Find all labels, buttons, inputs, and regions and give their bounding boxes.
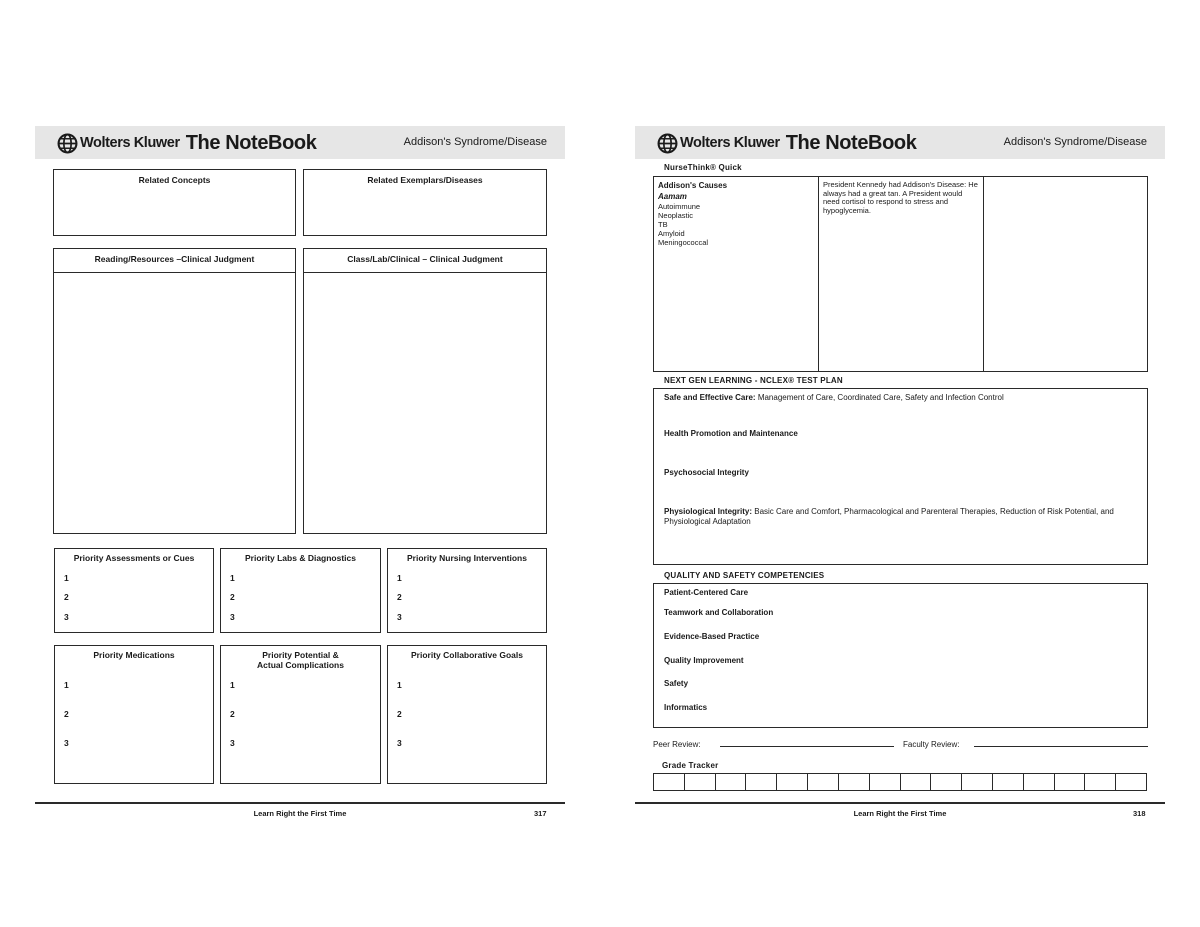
item-number: 3: [397, 738, 402, 748]
related-concepts-box[interactable]: [53, 169, 296, 236]
grade-cell[interactable]: [993, 774, 1024, 790]
grade-cell[interactable]: [746, 774, 777, 790]
grade-cell[interactable]: [685, 774, 716, 790]
box-title: Related Concepts: [138, 175, 211, 185]
item-number: 3: [64, 612, 69, 622]
faculty-review-line[interactable]: [974, 746, 1148, 747]
topic-title: Addison's Syndrome/Disease: [403, 136, 547, 148]
causes-title: Addison's Causes: [658, 181, 728, 190]
ngn-phys-bold: Physiological Integrity:: [664, 507, 753, 516]
grade-cell[interactable]: [901, 774, 932, 790]
ngn-physiological: [664, 507, 1124, 527]
ngn-safe-rest: Management of Care, Coordinated Care, Safety and Infection Control: [755, 393, 1004, 402]
grade-cell[interactable]: [808, 774, 839, 790]
nursethink-label: NurseThink® Quick: [664, 163, 742, 172]
reading-resources-box[interactable]: [53, 248, 296, 534]
item-number: 2: [64, 592, 69, 602]
item-number: 1: [397, 573, 402, 583]
box-divider: [54, 272, 295, 273]
cause-item: Amyloid: [658, 229, 685, 238]
column-divider: [983, 177, 984, 371]
cause-item: TB: [658, 220, 668, 229]
globe-icon: [57, 133, 78, 154]
grade-cell[interactable]: [870, 774, 901, 790]
box-title: Class/Lab/Clinical – Clinical Judgment: [347, 254, 503, 264]
item-number: 2: [397, 709, 402, 719]
priority-assessments-box[interactable]: [54, 548, 214, 633]
qsc-label: QUALITY AND SAFETY COMPETENCIES: [664, 571, 825, 580]
qsc-item: Patient-Centered Care: [664, 588, 749, 597]
priority-complications-box[interactable]: [220, 645, 381, 784]
priority-goals-box[interactable]: [387, 645, 547, 784]
box-title: Priority Labs & Diagnostics: [245, 553, 356, 563]
item-number: 2: [64, 709, 69, 719]
ngn-safe-bold: Safe and Effective Care:: [664, 393, 756, 402]
ngn-label: NEXT GEN LEARNING - NCLEX® TEST PLAN: [664, 376, 843, 385]
product-name: The NoteBook: [185, 131, 317, 154]
grade-tracker-label: Grade Tracker: [662, 761, 719, 770]
grade-cell[interactable]: [716, 774, 747, 790]
ngn-health: Health Promotion and Maintenance: [664, 429, 798, 438]
item-number: 1: [230, 680, 235, 690]
item-number: 1: [397, 680, 402, 690]
related-exemplars-box[interactable]: [303, 169, 547, 236]
item-number: 2: [230, 592, 235, 602]
grade-cell[interactable]: [931, 774, 962, 790]
box-title: Priority Medications: [93, 650, 175, 660]
item-number: 3: [230, 738, 235, 748]
page-header: [635, 126, 1165, 159]
kennedy-note: President Kennedy had Addison's Disease: He always had a great tan. A President would need cortisol to respond to stress and hypoglycemia.: [823, 180, 978, 215]
qsc-item: Evidence-Based Practice: [664, 632, 760, 641]
faculty-review-label: Faculty Review:: [903, 740, 960, 749]
footer-tagline: Learn Right the First Time: [853, 809, 947, 818]
qsc-item: Teamwork and Collaboration: [664, 608, 774, 617]
brand-logo: [57, 130, 316, 156]
ngn-psych: Psychosocial Integrity: [664, 468, 749, 477]
ngn-box[interactable]: [653, 388, 1148, 565]
item-number: 2: [230, 709, 235, 719]
item-number: 3: [397, 612, 402, 622]
priority-medications-box[interactable]: [54, 645, 214, 784]
footer-rule: [635, 802, 1165, 804]
grade-cell[interactable]: [1085, 774, 1116, 790]
priority-interventions-box[interactable]: [387, 548, 547, 633]
ngn-safe-care: [664, 393, 1004, 402]
page-number: 317: [534, 809, 547, 818]
peer-review-line[interactable]: [720, 746, 894, 747]
grade-cell[interactable]: [1055, 774, 1086, 790]
globe-icon: [657, 133, 678, 154]
causes-column: [658, 180, 814, 247]
peer-review-label: Peer Review:: [653, 740, 701, 749]
grade-tracker-grid: [653, 773, 1147, 791]
cause-item: Autoimmune: [658, 202, 701, 211]
qsc-box[interactable]: [653, 583, 1148, 728]
item-number: 3: [64, 738, 69, 748]
page-number: 318: [1133, 809, 1146, 818]
brand-logo: [657, 130, 916, 156]
publisher-name: Wolters Kluwer: [680, 135, 780, 151]
box-title-line2: Actual Complications: [257, 660, 344, 670]
box-divider: [304, 272, 546, 273]
box-title: Priority Potential &: [262, 650, 339, 660]
cause-item: Neoplastic: [658, 211, 694, 220]
item-number: 2: [397, 592, 402, 602]
page-header: [35, 126, 565, 159]
topic-title: Addison's Syndrome/Disease: [1003, 136, 1147, 148]
item-number: 3: [230, 612, 235, 622]
item-number: 1: [64, 573, 69, 583]
qsc-item: Quality Improvement: [664, 656, 744, 665]
footer-tagline: Learn Right the First Time: [253, 809, 347, 818]
item-number: 1: [64, 680, 69, 690]
grade-cell[interactable]: [654, 774, 685, 790]
causes-mnemonic: Aamam: [658, 192, 687, 201]
priority-labs-box[interactable]: [220, 548, 381, 633]
product-name: The NoteBook: [785, 131, 917, 154]
footer-rule: [35, 802, 565, 804]
item-number: 1: [230, 573, 235, 583]
grade-cell[interactable]: [777, 774, 808, 790]
qsc-item: Safety: [664, 679, 689, 688]
qsc-item: Informatics: [664, 703, 708, 712]
grade-cell[interactable]: [839, 774, 870, 790]
column-divider: [818, 177, 819, 371]
grade-cell[interactable]: [962, 774, 993, 790]
box-title: Priority Collaborative Goals: [411, 650, 523, 660]
box-title: Related Exemplars/Diseases: [367, 175, 483, 185]
grade-cell[interactable]: [1024, 774, 1055, 790]
cause-item: Meningococcal: [658, 238, 709, 247]
publisher-name: Wolters Kluwer: [80, 135, 180, 151]
ngn-phys-rest: Basic Care and Comfort, Pharmacological and Parenteral Therapies, Reduction of Risk Potential, and Physiological Adaptation: [664, 507, 1114, 526]
grade-cell[interactable]: [1116, 774, 1146, 790]
box-title: Priority Nursing Interventions: [407, 553, 527, 563]
class-lab-box[interactable]: [303, 248, 547, 534]
box-title: Priority Assessments or Cues: [73, 553, 195, 563]
nursethink-box[interactable]: [653, 176, 1148, 372]
box-title: Reading/Resources –Clinical Judgment: [94, 254, 255, 264]
